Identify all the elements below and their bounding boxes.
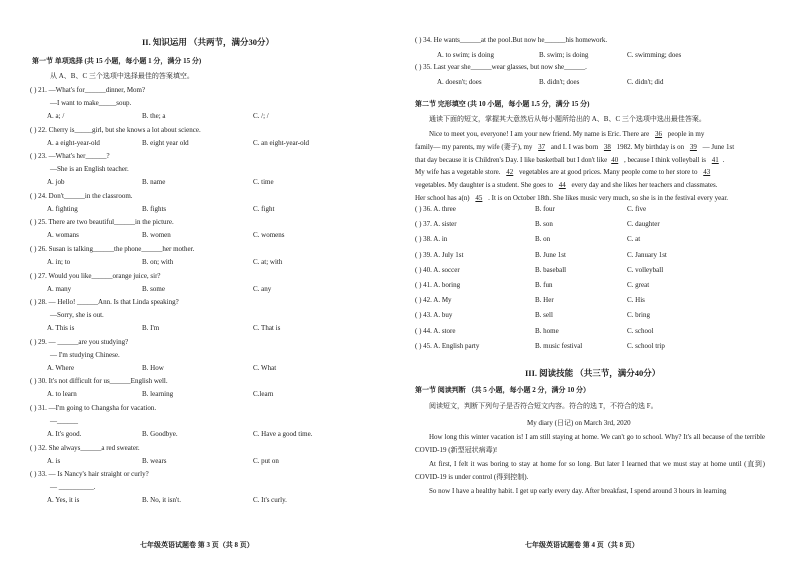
option-b: B. No, it isn't. — [142, 496, 181, 505]
cloze-option-b: B. June 1st — [535, 250, 566, 259]
part3-instruction: 阅读短文，判断下列句子是否符合短文内容。符合的选 T，不符合的选 F。 — [429, 402, 658, 410]
q34-option-b: B. swim; is doing — [539, 51, 589, 59]
cloze-question: ( ) 41. A. boring — [415, 281, 461, 289]
part2-title: 第二节 完形填空 (共 10 小题，每小题 1.5 分，满分 15 分) — [415, 100, 590, 108]
question-stem: ( ) 29. — ______are you studying? — [30, 337, 129, 346]
question-stem: ( ) 27. Would you like______orange juice, sir? — [30, 271, 161, 280]
cloze-text: My wife has a vegetable store. — [415, 168, 503, 177]
option-b: B. How — [142, 363, 164, 372]
cloze-option-c: C. His — [627, 296, 645, 305]
cloze-blank: 40 — [611, 155, 619, 164]
right-page — [415, 0, 767, 561]
option-c: C. at; with — [253, 258, 283, 266]
cloze-blank: 44 — [558, 181, 566, 190]
page-footer-right: 七年级英语试题卷 第 4 页（共 8 页） — [525, 541, 639, 549]
question-dialog-line: —______ — [50, 417, 78, 425]
question-34: ( ) 34. He wants______at the pool.But now he______his homework. — [415, 36, 608, 44]
option-c: C. put on — [253, 456, 279, 465]
q35-option-b: B. didn't; does — [539, 78, 580, 86]
cloze-text: every day and she likes her teachers and classmates. — [569, 181, 718, 190]
option-b: B. learning — [142, 390, 174, 399]
cloze-option-b: B. fun — [535, 281, 553, 289]
cloze-line — [415, 179, 765, 192]
part1-instruction: 从 A、B、C 三个选项中选择最佳的答案填空。 — [50, 72, 194, 80]
option-a: A. is — [47, 456, 61, 465]
cloze-text: — June 1st — [700, 142, 735, 151]
question-stem: ( ) 22. Cherry is_____girl, but she knows a lot about science. — [30, 125, 201, 134]
option-c: C. What — [253, 363, 277, 372]
cloze-question: ( ) 42. A. My — [415, 296, 452, 305]
cloze-option-b: B. baseball — [535, 265, 567, 274]
question-stem: ( ) 30. It's not difficult for us______English well. — [30, 377, 168, 386]
option-a: A. womans — [47, 231, 79, 240]
option-c: C. It's curly. — [253, 496, 287, 505]
question-dialog-line: —Sorry, she is out. — [50, 311, 104, 320]
cloze-blank: 38 — [603, 142, 611, 151]
page-footer: 七年级英语试题卷 第 3 页（共 8 页） — [140, 541, 254, 549]
left-page — [30, 0, 368, 561]
cloze-blank: 42 — [506, 168, 514, 177]
question-35: ( ) 35. Last year she______wear glasses, but now she______. — [415, 63, 587, 71]
cloze-text: people in my — [666, 130, 705, 138]
part1-title: 第一节 单项选择 (共 15 小题，每小题 1 分，满分 15 分) — [32, 57, 202, 65]
cloze-blank: 37 — [538, 142, 546, 151]
q34-option-c: C. swimming; does — [627, 51, 682, 59]
cloze-question: ( ) 40. A. soccer — [415, 265, 460, 274]
cloze-text: vegetables. My daughter is a student. She goes to — [415, 181, 555, 190]
diary-title: My diary (日记) on March 3rd, 2020 — [527, 419, 631, 427]
option-c: C. /; / — [253, 112, 269, 120]
cloze-line — [415, 128, 765, 141]
option-b: B. eight year old — [142, 138, 189, 147]
option-c: C.learn — [253, 390, 274, 399]
question-stem: ( ) 25. There are two beautiful______in the picture. — [30, 218, 174, 227]
cloze-option-c: C. at — [627, 235, 641, 244]
question-stem: ( ) 24. Don't______in the classroom. — [30, 191, 133, 200]
option-a: A. fighting — [47, 204, 78, 213]
question-stem: ( ) 21. —What's for______dinner, Mom? — [30, 86, 146, 94]
option-b: B. women — [142, 231, 171, 240]
section3-title: III. 阅读技能 （共三节，满分40分） — [525, 368, 661, 378]
q35-option-c: C. didn't; did — [627, 78, 664, 86]
cloze-text: and I. I was born — [549, 142, 600, 151]
cloze-option-c: C. school trip — [627, 341, 665, 350]
diary-paragraph-2: At first, I felt it was boring to stay at home for so long. But later I learned that we must stay at home until (直到) COVID-19 is under control (得到控制). — [415, 460, 765, 481]
question-stem: ( ) 23. —What's her______? — [30, 152, 110, 161]
part3-title: 第一节 阅读判断 （共 5 小题，每小题 2 分，满分 10 分） — [415, 386, 590, 394]
option-a: A. job — [47, 178, 65, 187]
cloze-option-c: C. school — [627, 326, 654, 335]
cloze-option-b: B. four — [535, 205, 555, 213]
cloze-blank: 43 — [703, 168, 711, 177]
diary-paragraph-3: So now I have a healthy habit. I get up early every day. After breakfast, I spend around 3 hours in learning — [429, 487, 727, 495]
cloze-text: 1982. My birthday is on — [614, 142, 686, 151]
option-b: B. wears — [142, 456, 167, 465]
option-a: A. many — [47, 284, 72, 293]
cloze-option-c: C. great — [627, 281, 650, 289]
cloze-blank: 36 — [655, 130, 663, 138]
cloze-option-b: B. home — [535, 326, 559, 335]
option-b: B. I'm — [142, 324, 160, 333]
option-c: C. any — [253, 284, 272, 293]
cloze-text: , because I think volleyball is — [622, 155, 708, 164]
cloze-question: ( ) 37. A. sister — [415, 220, 457, 229]
cloze-question: ( ) 36. A. three — [415, 205, 456, 213]
question-dialog-line: — I'm studying Chinese. — [50, 350, 120, 359]
part2-instruction: 通读下面的短文，掌握其大意然后从每小题所给出的 A、B、C 三个选项中选出最佳答案。 — [429, 115, 706, 123]
option-a: A. Yes, it is — [47, 496, 80, 505]
option-b: B. some — [142, 284, 165, 293]
cloze-option-c: C. five — [627, 205, 647, 213]
cloze-option-c: C. volleyball — [627, 265, 664, 274]
cloze-line — [415, 141, 765, 154]
option-c: C. an eight-year-old — [253, 138, 310, 147]
cloze-blank: 45 — [475, 193, 483, 202]
cloze-text: that day because it is Children's Day. I like basketball but I don't like — [415, 155, 608, 164]
question-dialog-line: —She is an English teacher. — [50, 165, 129, 174]
cloze-option-c: C. daughter — [627, 220, 660, 229]
cloze-text: family— my parents, my wife (妻子), my — [415, 142, 535, 151]
option-b: B. Goodbye. — [142, 430, 178, 438]
option-c: C. fight — [253, 204, 275, 213]
question-stem: ( ) 31. —I'm going to Changsha for vacation. — [30, 404, 157, 412]
question-dialog-line: —I want to make_____soup. — [50, 99, 132, 107]
option-b: B. fights — [142, 204, 167, 213]
cloze-option-c: C. January 1st — [627, 250, 667, 259]
cloze-passage — [415, 128, 765, 205]
cloze-question: ( ) 39. A. July 1st — [415, 250, 464, 259]
cloze-option-b: B. on — [535, 235, 551, 244]
cloze-text: Her school has a(n) — [415, 193, 472, 202]
q34-option-a: A. to swim; is doing — [437, 51, 494, 59]
option-a: A. a eight-year-old — [47, 138, 100, 147]
section-title: II. 知识运用 （共两节，满分30分） — [142, 37, 274, 47]
cloze-option-c: C. bring — [627, 311, 650, 320]
option-c: C. That is — [253, 324, 281, 333]
cloze-option-b: B. Her — [535, 296, 554, 305]
option-a: A. Where — [47, 363, 75, 372]
cloze-text: Nice to meet you, everyone! I am your new friend. My name is Eric. There are — [429, 130, 652, 138]
option-b: B. the; a — [142, 112, 166, 120]
q35-option-a: A. doesn't; does — [437, 78, 482, 86]
cloze-option-b: B. sell — [535, 311, 553, 320]
question-stem: ( ) 26. Susan is talking______the phone______her mother. — [30, 245, 195, 253]
option-a: A. It's good. — [47, 430, 82, 438]
cloze-question: ( ) 38. A. in — [415, 235, 448, 244]
option-a: A. to learn — [47, 390, 77, 399]
cloze-blank: 41 — [711, 155, 719, 164]
option-c: C. womens — [253, 231, 285, 240]
cloze-text: vegetables are at good prices. Many people come to her store to — [517, 168, 700, 177]
option-b: B. name — [142, 178, 166, 187]
option-c: C. Have a good time. — [253, 430, 313, 438]
cloze-option-b: B. son — [535, 220, 553, 229]
question-stem: ( ) 33. — Is Nancy's hair straight or curly? — [30, 470, 149, 479]
cloze-text: . — [722, 155, 725, 164]
question-stem: ( ) 32. She always______a red sweater. — [30, 443, 140, 452]
option-a: A. This is — [47, 324, 75, 333]
question-stem: ( ) 28. — Hello! ______Ann. Is that Linda speaking? — [30, 298, 179, 307]
cloze-text: . It is on October 18th. She likes music very much, so she is in the festival every year. — [486, 193, 729, 202]
cloze-blank: 39 — [689, 142, 697, 151]
diary-paragraph-1: How long this winter vacation is! I am still staying at home. We can't go to school. Why? It's all because of the terrible COVID-19 (新型冠状病毒)! — [415, 433, 765, 454]
cloze-question: ( ) 44. A. store — [415, 326, 456, 335]
question-dialog-line: — __________. — [50, 483, 96, 492]
cloze-option-b: B. music festival — [535, 341, 583, 350]
cloze-line — [415, 192, 765, 205]
cloze-question: ( ) 45. A. English party — [415, 341, 480, 350]
cloze-line — [415, 166, 765, 179]
option-c: C. time — [253, 178, 274, 187]
option-a: A. a; / — [47, 112, 65, 120]
cloze-question: ( ) 43. A. buy — [415, 311, 453, 320]
option-a: A. in; to — [47, 258, 71, 266]
cloze-line — [415, 154, 765, 167]
option-b: B. on; with — [142, 258, 174, 266]
